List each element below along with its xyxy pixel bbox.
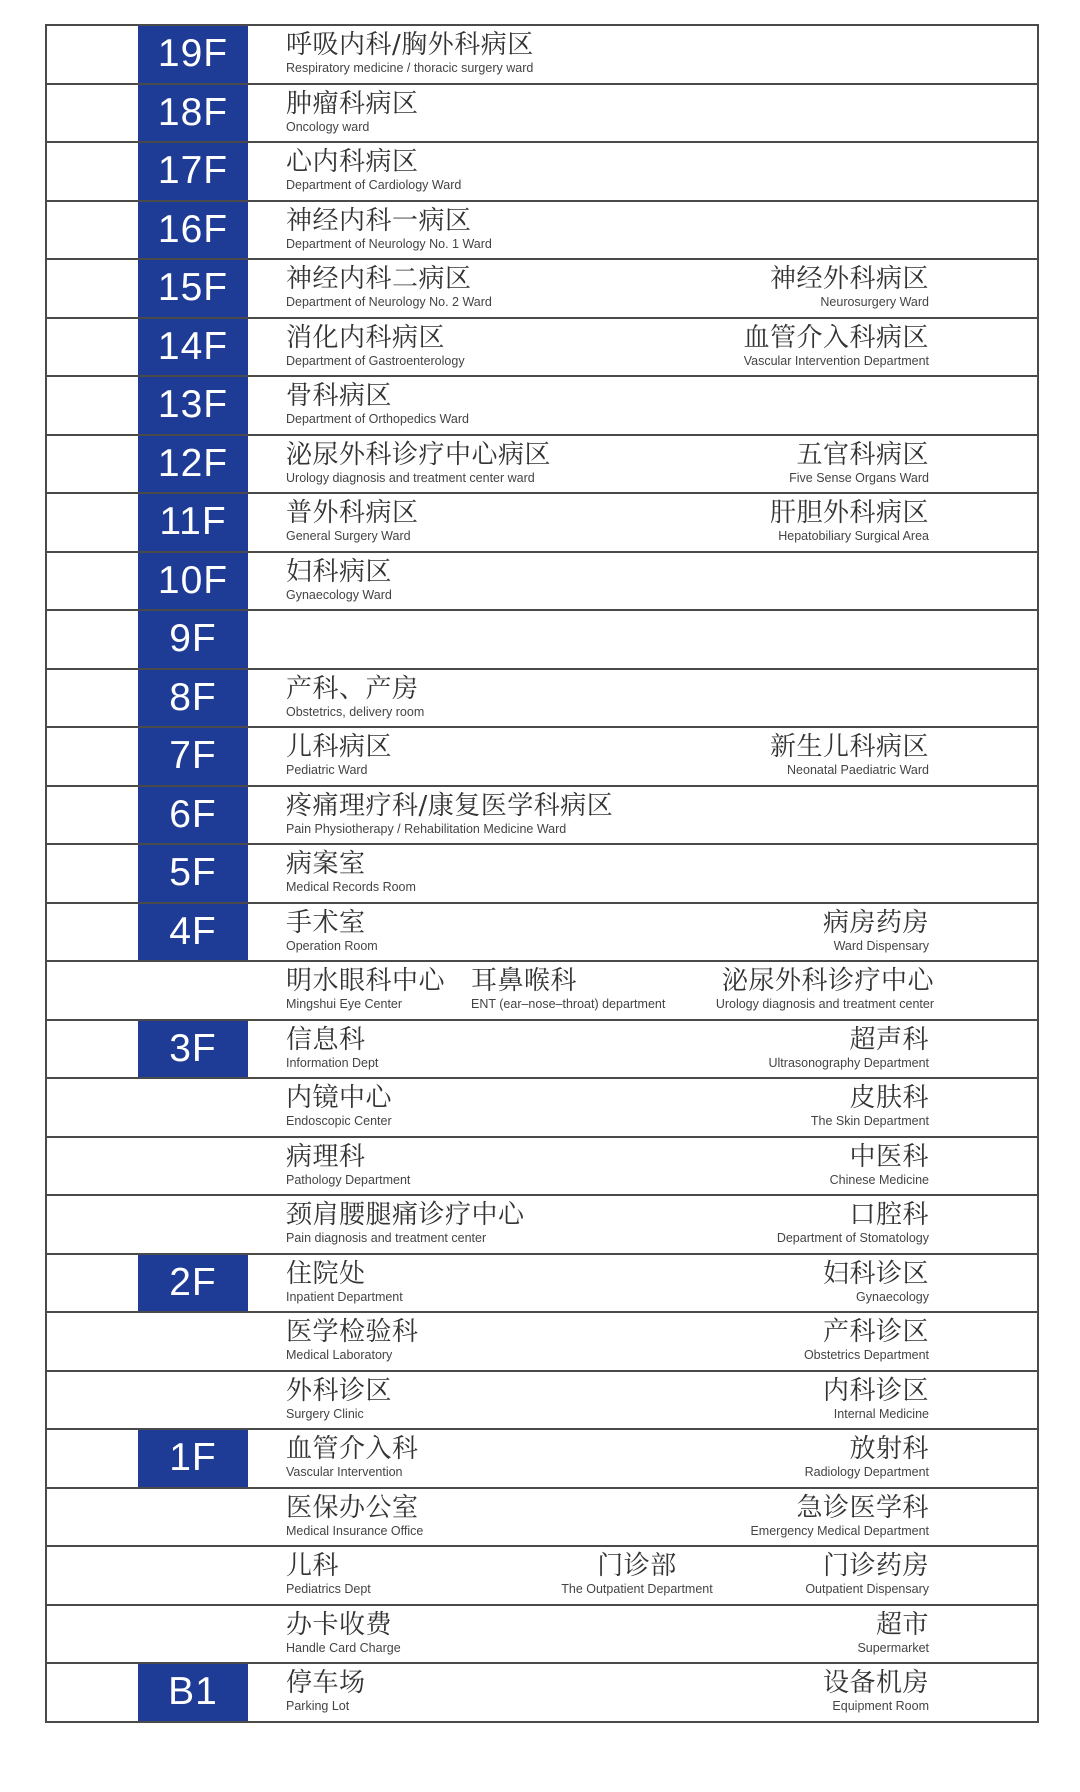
department-name-en: Urology diagnosis and treatment center <box>715 997 934 1011</box>
department-name-en: Medical Insurance Office <box>286 1523 424 1538</box>
department-name-en: Department of Stomatology <box>776 1231 929 1245</box>
department-name-cn: 信息科 <box>286 1024 366 1055</box>
department-name-cn: 设备机房 <box>822 1668 929 1698</box>
department-entry <box>286 1141 411 1187</box>
department-name-en: The Outpatient Department <box>561 1582 713 1596</box>
department-name-en: Medical Laboratory <box>286 1348 393 1362</box>
department-name-cn: 产科诊区 <box>822 1317 929 1347</box>
department-name-cn: 肝胆外科病区 <box>769 498 929 528</box>
department-name-en: Radiology Department <box>804 1465 929 1479</box>
department-entry <box>822 1375 929 1421</box>
department-name-cn: 停车场 <box>286 1668 366 1698</box>
department-entry <box>286 1024 379 1070</box>
department-entry <box>286 1670 366 1713</box>
floor-label: 2F <box>138 1255 248 1312</box>
floor-label: 16F <box>138 202 248 259</box>
department-entry <box>547 1553 727 1596</box>
department-name-cn: 消化内科病区 <box>286 322 446 353</box>
department-name-en: Vascular Intervention <box>286 1465 403 1479</box>
department-entry <box>743 322 929 368</box>
department-name-en: Internal Medicine <box>833 1406 929 1421</box>
floor-label <box>138 1489 248 1546</box>
department-name-cn: 门诊部 <box>597 1551 677 1581</box>
department-name-cn: 病理科 <box>286 1141 366 1172</box>
department-name-en: The Skin Department <box>810 1114 929 1128</box>
department-name-cn: 明水眼科中心 <box>286 966 446 996</box>
department-name-cn: 病案室 <box>286 849 366 879</box>
directory-row <box>47 377 1037 436</box>
department-name-en: Five Sense Organs Ward <box>789 470 929 485</box>
department-name-en: Pain Physiotherapy / Rehabilitation Medicine Ward <box>286 821 567 836</box>
department-name-en: ENT (ear–nose–throat) department <box>471 997 666 1011</box>
department-name-cn: 肿瘤科病区 <box>286 88 419 119</box>
department-name-cn: 手术室 <box>286 907 366 938</box>
floor-label: 8F <box>138 670 248 727</box>
department-name-cn: 门诊药房 <box>822 1551 929 1581</box>
directory-row <box>47 845 1037 904</box>
department-entry <box>770 734 929 777</box>
department-name-cn: 神经外科病区 <box>769 264 929 294</box>
department-name-cn: 中医科 <box>849 1141 929 1172</box>
department-name-en: Parking Lot <box>286 1699 350 1713</box>
department-entry <box>286 734 392 777</box>
department-name-cn: 办卡收费 <box>286 1609 393 1640</box>
department-name-en: Handle Card Charge <box>286 1640 401 1655</box>
department-entry <box>286 907 378 953</box>
department-name-en: Emergency Medical Department <box>750 1523 929 1538</box>
department-entry <box>286 1319 419 1362</box>
department-entry <box>789 439 929 485</box>
department-entry <box>286 1436 419 1479</box>
department-name-en: Information Dept <box>286 1055 379 1070</box>
department-entry <box>770 266 929 309</box>
department-name-en: Department of Cardiology Ward <box>286 178 462 192</box>
directory-row <box>47 1079 1037 1138</box>
department-entry <box>286 322 465 368</box>
floor-label: 19F <box>138 26 248 83</box>
department-name-en: Ultrasonography Department <box>768 1055 929 1070</box>
department-name-cn: 妇科病区 <box>286 556 393 587</box>
department-entry <box>286 1375 393 1421</box>
floor-label: 3F <box>138 1021 248 1078</box>
directory-row <box>47 962 1037 1021</box>
department-entry <box>822 907 929 953</box>
department-name-cn: 外科诊区 <box>286 1375 393 1406</box>
floor-label <box>138 962 248 1019</box>
directory-row <box>47 1313 1037 1372</box>
department-name-cn: 心内科病区 <box>286 147 419 177</box>
directory-row <box>47 728 1037 787</box>
department-name-cn: 病房药房 <box>822 907 929 938</box>
floor-label: 10F <box>138 553 248 610</box>
department-name-cn: 疼痛理疗科/康复医学科病区 <box>286 790 614 821</box>
department-name-cn: 产科、产房 <box>286 673 419 704</box>
directory-row <box>47 1138 1037 1197</box>
department-name-cn: 口腔科 <box>849 1200 929 1230</box>
floor-label <box>138 1079 248 1136</box>
directory-row <box>47 1664 1037 1723</box>
floor-label: 12F <box>138 436 248 493</box>
department-entry <box>822 1258 929 1304</box>
directory-row <box>47 1372 1037 1431</box>
department-name-en: Department of Neurology No. 1 Ward <box>286 236 492 251</box>
department-name-en: General Surgery Ward <box>286 529 411 543</box>
department-name-en: Operation Room <box>286 938 378 953</box>
department-entry <box>286 790 614 836</box>
department-name-cn: 泌尿外科诊疗中心病区 <box>286 439 552 470</box>
department-entry <box>777 1202 929 1245</box>
department-name-en: Equipment Room <box>832 1699 929 1713</box>
directory-row <box>47 85 1037 144</box>
department-name-cn: 神经内科二病区 <box>286 264 472 294</box>
floor-label: 4F <box>138 904 248 961</box>
directory-row <box>47 787 1037 846</box>
department-name-cn: 普外科病区 <box>286 498 419 528</box>
department-entry <box>750 1492 929 1538</box>
department-entry <box>286 556 393 602</box>
directory-row <box>47 26 1037 85</box>
directory-row <box>47 904 1037 963</box>
department-name-en: Gynaecology <box>856 1289 929 1304</box>
department-entry <box>286 88 419 134</box>
department-entry <box>286 1085 392 1128</box>
department-entry <box>286 32 534 75</box>
floor-label: 5F <box>138 845 248 902</box>
directory-row <box>47 436 1037 495</box>
floor-label: 9F <box>138 611 248 668</box>
floor-label: B1 <box>138 1664 248 1721</box>
department-name-cn: 骨科病区 <box>286 381 393 411</box>
department-entry <box>768 1024 930 1070</box>
department-name-en: Pain diagnosis and treatment center <box>286 1231 487 1245</box>
department-name-en: Chinese Medicine <box>829 1172 929 1187</box>
department-name-cn: 新生儿科病区 <box>769 732 929 762</box>
department-name-en: Respiratory medicine / thoracic surgery ward <box>286 61 534 75</box>
department-entry <box>286 1202 525 1245</box>
department-name-cn: 耳鼻喉科 <box>471 966 578 996</box>
department-name-en: Urology diagnosis and treatment center ward <box>286 470 535 485</box>
department-name-en: Department of Orthopedics Ward <box>286 412 469 426</box>
directory-row <box>47 670 1037 729</box>
floor-label: 15F <box>138 260 248 317</box>
department-name-en: Neonatal Paediatric Ward <box>787 763 929 777</box>
department-name-en: Department of Gastroenterology <box>286 353 465 368</box>
floor-label <box>138 1138 248 1195</box>
department-entry <box>286 266 492 309</box>
directory-row <box>47 1430 1037 1489</box>
department-name-en: Hepatobiliary Surgical Area <box>778 529 929 543</box>
department-name-en: Pediatrics Dept <box>286 1582 371 1596</box>
directory-row <box>47 260 1037 319</box>
directory-row <box>47 611 1037 670</box>
department-name-en: Obstetrics Department <box>803 1348 929 1362</box>
floor-label: 11F <box>138 494 248 551</box>
department-entry <box>805 1436 929 1479</box>
floor-label <box>138 1606 248 1663</box>
department-entry <box>770 500 929 543</box>
floor-label <box>138 1196 248 1253</box>
department-entry <box>286 851 416 894</box>
department-name-cn: 泌尿外科诊疗中心 <box>721 966 934 996</box>
department-name-cn: 儿科 <box>286 1551 340 1581</box>
department-entry <box>286 383 469 426</box>
department-name-en: Neurosurgery Ward <box>820 295 929 309</box>
department-name-en: Medical Records Room <box>286 880 416 894</box>
directory-row <box>47 1021 1037 1080</box>
department-name-cn: 内科诊区 <box>822 1375 929 1406</box>
department-entry <box>286 1609 401 1655</box>
floor-label: 6F <box>138 787 248 844</box>
department-entry <box>811 1085 929 1128</box>
department-entry <box>716 968 934 1011</box>
department-name-en: Surgery Clinic <box>286 1406 364 1421</box>
directory-row <box>47 202 1037 261</box>
floor-directory <box>45 24 1039 1723</box>
directory-row <box>47 1196 1037 1255</box>
directory-row <box>47 319 1037 378</box>
department-name-en: Vascular Intervention Department <box>743 353 929 368</box>
department-name-cn: 超市 <box>875 1609 929 1640</box>
department-name-en: Ward Dispensary <box>833 938 929 953</box>
department-name-en: Endoscopic Center <box>286 1114 392 1128</box>
department-entry <box>286 968 445 1011</box>
department-entry <box>805 1553 929 1596</box>
department-name-en: Pathology Department <box>286 1172 411 1187</box>
department-entry <box>286 205 492 251</box>
department-entry <box>857 1609 929 1655</box>
department-entry <box>471 968 665 1011</box>
department-entry <box>286 500 419 543</box>
department-name-en: Outpatient Dispensary <box>805 1582 929 1596</box>
directory-row <box>47 1255 1037 1314</box>
department-entry <box>286 1553 371 1596</box>
floor-label: 17F <box>138 143 248 200</box>
department-name-cn: 放射科 <box>849 1434 929 1464</box>
department-entry <box>286 439 552 485</box>
department-name-cn: 医保办公室 <box>286 1492 419 1523</box>
department-name-en: Gynaecology Ward <box>286 587 392 602</box>
floor-label <box>138 1313 248 1370</box>
department-name-en: Inpatient Department <box>286 1289 403 1304</box>
department-name-cn: 超声科 <box>849 1024 929 1055</box>
floor-label: 7F <box>138 728 248 785</box>
department-entry <box>286 149 461 192</box>
department-entry <box>286 1258 403 1304</box>
directory-row <box>47 494 1037 553</box>
department-name-cn: 医学检验科 <box>286 1317 419 1347</box>
department-name-cn: 五官科病区 <box>796 439 929 470</box>
directory-row <box>47 1489 1037 1548</box>
floor-label: 13F <box>138 377 248 434</box>
department-name-en: Mingshui Eye Center <box>286 997 403 1011</box>
department-name-cn: 血管介入科病区 <box>743 322 929 353</box>
department-name-en: Department of Neurology No. 2 Ward <box>286 295 492 309</box>
directory-row <box>47 143 1037 202</box>
department-name-cn: 皮肤科 <box>849 1083 929 1113</box>
department-entry <box>286 1492 424 1538</box>
department-name-cn: 神经内科一病区 <box>286 205 472 236</box>
department-name-cn: 颈肩腰腿痛诊疗中心 <box>286 1200 525 1230</box>
directory-row <box>47 553 1037 612</box>
floor-label <box>138 1547 248 1604</box>
department-name-cn: 妇科诊区 <box>822 1258 929 1289</box>
department-name-cn: 血管介入科 <box>286 1434 419 1464</box>
department-name-cn: 内镜中心 <box>286 1083 393 1113</box>
directory-row <box>47 1547 1037 1606</box>
department-name-en: Supermarket <box>857 1640 929 1655</box>
department-name-cn: 住院处 <box>286 1258 366 1289</box>
floor-label: 14F <box>138 319 248 376</box>
department-name-en: Obstetrics, delivery room <box>286 704 425 719</box>
department-name-en: Pediatric Ward <box>286 763 368 777</box>
floor-label: 18F <box>138 85 248 142</box>
floor-label <box>138 1372 248 1429</box>
directory-row <box>47 1606 1037 1665</box>
department-entry <box>823 1670 929 1713</box>
department-name-cn: 儿科病区 <box>286 732 393 762</box>
department-name-en: Oncology ward <box>286 119 370 134</box>
department-entry <box>286 673 425 719</box>
department-name-cn: 呼吸内科/胸外科病区 <box>286 30 534 60</box>
floor-label: 1F <box>138 1430 248 1487</box>
department-name-cn: 急诊医学科 <box>796 1492 929 1523</box>
department-entry <box>829 1141 929 1187</box>
department-entry <box>804 1319 929 1362</box>
